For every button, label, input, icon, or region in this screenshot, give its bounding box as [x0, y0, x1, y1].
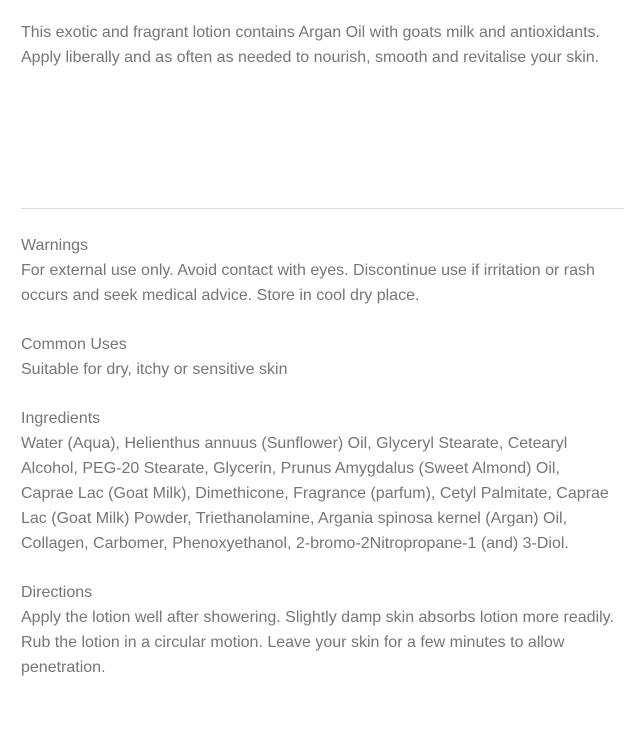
directions-heading: Directions — [21, 584, 93, 601]
common-uses-text: Suitable for dry, itchy or sensitive skin — [21, 361, 288, 378]
empty-space — [21, 70, 614, 208]
section-warnings — [21, 233, 614, 308]
section-divider — [21, 208, 624, 209]
directions-text: Apply the lotion well after showering. Slightly damp skin absorbs lotion more readily. Rub the lotion in a circular motion. Leave your skin for a few minutes to allow penetration. — [21, 609, 614, 676]
section-ingredients — [21, 406, 614, 556]
warnings-text: For external use only. Avoid contact with eyes. Discontinue use if irritation or rash occurs and seek medical advice. Store in cool dry place. — [21, 262, 595, 304]
product-description-text: This exotic and fragrant lotion contains Argan Oil with goats milk and antioxidants. Apply liberally and as often as needed to nourish, smooth and revitalise your skin. — [21, 24, 600, 66]
section-common-uses — [21, 332, 614, 382]
ingredients-text: Water (Aqua), Helienthus annuus (Sunflower) Oil, Glyceryl Stearate, Cetearyl Alcohol, PEG-20 Stearate, Glycerin, Prunus Amygdalus (Sweet Almond) Oil, Caprae Lac (Goat Milk), Dimethicone, Fragrance (parfum), Cetyl Palmitate, Caprae Lac (Goat Milk) Powder, Triethanolamine, Argania spinosa kernel (Argan) Oil, Collagen, Carbomer, Phenoxyethanol, 2-bromo-2Nitropropane-1 (and) 3-Diol. — [21, 435, 609, 552]
common-uses-heading: Common Uses — [21, 336, 127, 353]
section-directions — [21, 580, 614, 680]
ingredients-heading: Ingredients — [21, 410, 101, 427]
warnings-heading: Warnings — [21, 237, 88, 254]
